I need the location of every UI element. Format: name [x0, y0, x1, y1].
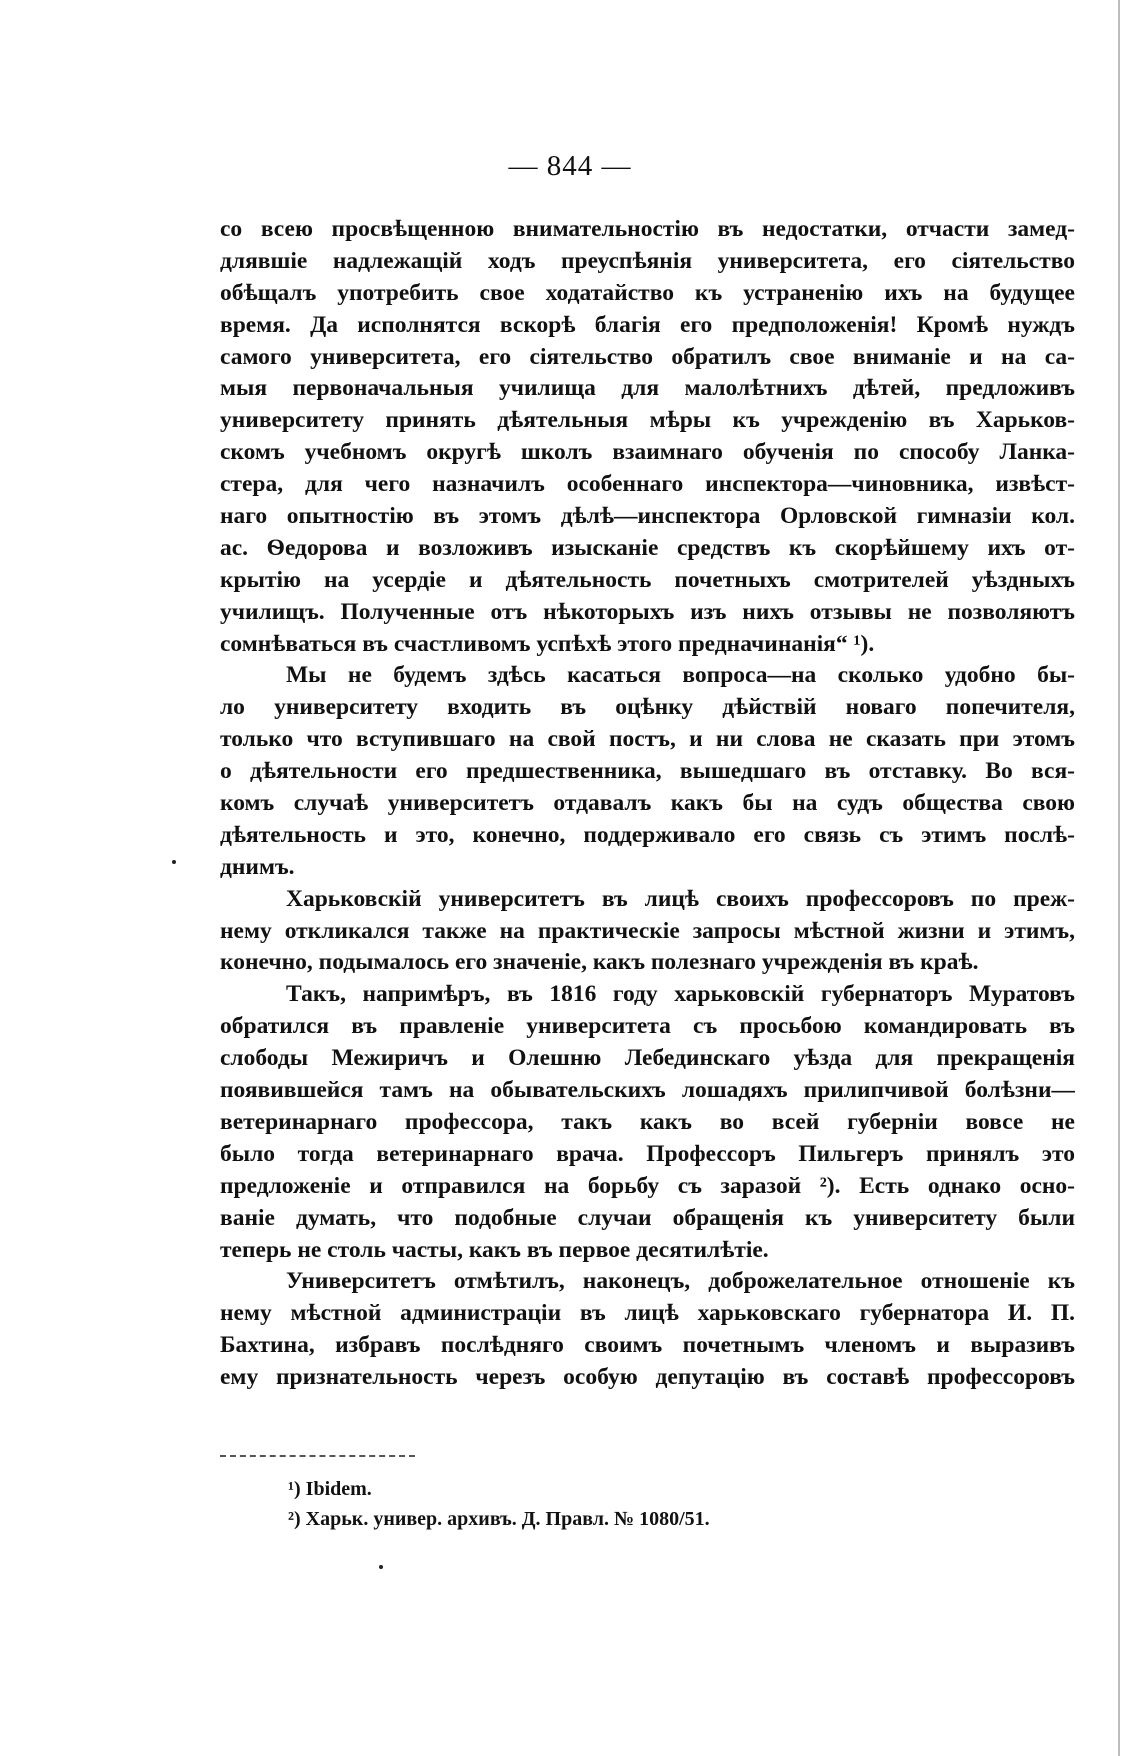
text-line: комъ случаѣ университетъ отдавалъ какъ бы на судъ общества свою: [220, 790, 1075, 817]
text-line: самого университета, его сіятельство обратилъ свое вниманіе и на са-: [220, 343, 1075, 370]
text-line: ему признательность черезъ особую депутацію въ составѣ профессоровъ: [220, 1364, 1075, 1391]
text-line: о дѣятельности его предшественника, вышедшаго въ отставку. Во вся-: [220, 758, 1075, 785]
footnotes: [288, 1474, 988, 1534]
page-number: — 844 —: [508, 150, 632, 182]
paragraph-5: [220, 1266, 1075, 1394]
text-line: университету принять дѣятельныя мѣры къ учрежденію въ Харьков-: [220, 407, 1075, 434]
text-line: училищъ. Полученные отъ нѣкоторыхъ изъ нихъ отзывы не позволяютъ: [220, 598, 1075, 625]
text-line: стера, для чего назначилъ особеннаго инспектора—чиновника, извѣст-: [220, 471, 1075, 498]
text-line: ас. Ѳедорова и возложивъ изысканіе средствъ къ скорѣйшему ихъ от-: [220, 534, 1075, 561]
text-line: обратился въ правленіе университета съ просьбою командировать въ: [220, 1013, 1075, 1040]
text-line: предложеніе и отправился на борьбу съ заразой ²). Есть однако осно-: [220, 1172, 1075, 1199]
text-line: слободы Межиричъ и Олешню Лебединскаго уѣзда для прекращенія: [220, 1045, 1075, 1072]
paragraph-4: [220, 979, 1075, 1266]
text-line: длявшіе надлежащій ходъ преуспѣянія университета, его сіятельство: [220, 247, 1075, 274]
scan-speck: [379, 1565, 383, 1569]
text-line: нему откликался также на практическіе запросы мѣстной жизни и этимъ,: [220, 917, 1075, 944]
text-line: Университетъ отмѣтилъ, наконецъ, доброжелательное отношеніе къ: [286, 1268, 1075, 1295]
text-line: скомъ учебномъ округѣ школъ взаимнаго обученія по способу Ланка-: [220, 439, 1075, 466]
text-line: было тогда ветеринарнаго врача. Профессоръ Пильгеръ принялъ это: [220, 1140, 1075, 1167]
text-line: Бахтина, избравъ послѣдняго своимъ почетнымъ членомъ и выразивъ: [220, 1332, 1075, 1359]
text-line: теперь не столь часты, какъ въ первое десятилѣтіе.: [220, 1236, 769, 1263]
text-line: время. Да исполнятся вскорѣ благія его предположенія! Кромѣ нуждъ: [220, 311, 1075, 338]
scan-edge-line: [1118, 0, 1120, 1756]
scan-speck: [172, 860, 176, 864]
body-text: [220, 214, 1075, 1394]
paragraph-1: [220, 214, 1075, 660]
text-line: со всею просвѣщенною внимательностію въ недостатки, отчасти замед-: [220, 216, 1075, 242]
text-line: Такъ, напримѣръ, въ 1816 году харьковскій губернаторъ Муратовъ: [286, 981, 1075, 1008]
footnote-separator: [220, 1455, 415, 1457]
text-line: обѣщалъ употребить свое ходатайство къ устраненію ихъ на будущее: [220, 279, 1075, 306]
text-line: ло университету входить въ оцѣнку дѣйствій новаго попечителя,: [220, 694, 1075, 721]
text-line: днимъ.: [220, 853, 295, 880]
footnote-2: ²) Харьк. универ. архивъ. Д. Правл. № 1080/51.: [288, 1508, 710, 1530]
text-line: Харьковскій университетъ въ лицѣ своихъ профессоровъ по преж-: [286, 885, 1075, 912]
paragraph-3: [220, 884, 1075, 980]
text-line: ваніе думать, что подобные случаи обращенія къ университету были: [220, 1204, 1075, 1231]
text-line: нему мѣстной администраціи въ лицѣ харьковскаго губернатора И. П.: [220, 1300, 1075, 1327]
text-line: сомнѣваться въ счастливомъ успѣхѣ этого предначинанія“ ¹).: [220, 630, 875, 657]
text-line: крытію на усердіе и дѣятельность почетныхъ смотрителей уѣздныхъ: [220, 566, 1075, 593]
text-line: мыя первоначальныя училища для малолѣтнихъ дѣтей, предложивъ: [220, 375, 1075, 402]
paragraph-2: [220, 660, 1075, 883]
text-line: появившейся тамъ на обывательскихъ лошадяхъ прилипчивой болѣзни—: [220, 1077, 1075, 1104]
text-line: ветеринарнаго профессора, такъ какъ во всей губерніи вовсе не: [220, 1108, 1075, 1135]
text-line: Мы не будемъ здѣсь касаться вопроса—на сколько удобно бы-: [286, 662, 1075, 689]
text-line: конечно, подымалось его значеніе, какъ полезнаго учрежденія въ краѣ.: [220, 949, 979, 976]
footnote-1: ¹) Ibidem.: [288, 1478, 372, 1500]
text-line: дѣятельность и это, конечно, поддерживало его связь съ этимъ послѣ-: [220, 821, 1075, 848]
text-line: наго опытностію въ этомъ дѣлѣ—инспектора Орловской гимназіи кол.: [220, 503, 1075, 530]
text-line: только что вступившаго на свой постъ, и ни слова не сказать при этомъ: [220, 726, 1075, 753]
